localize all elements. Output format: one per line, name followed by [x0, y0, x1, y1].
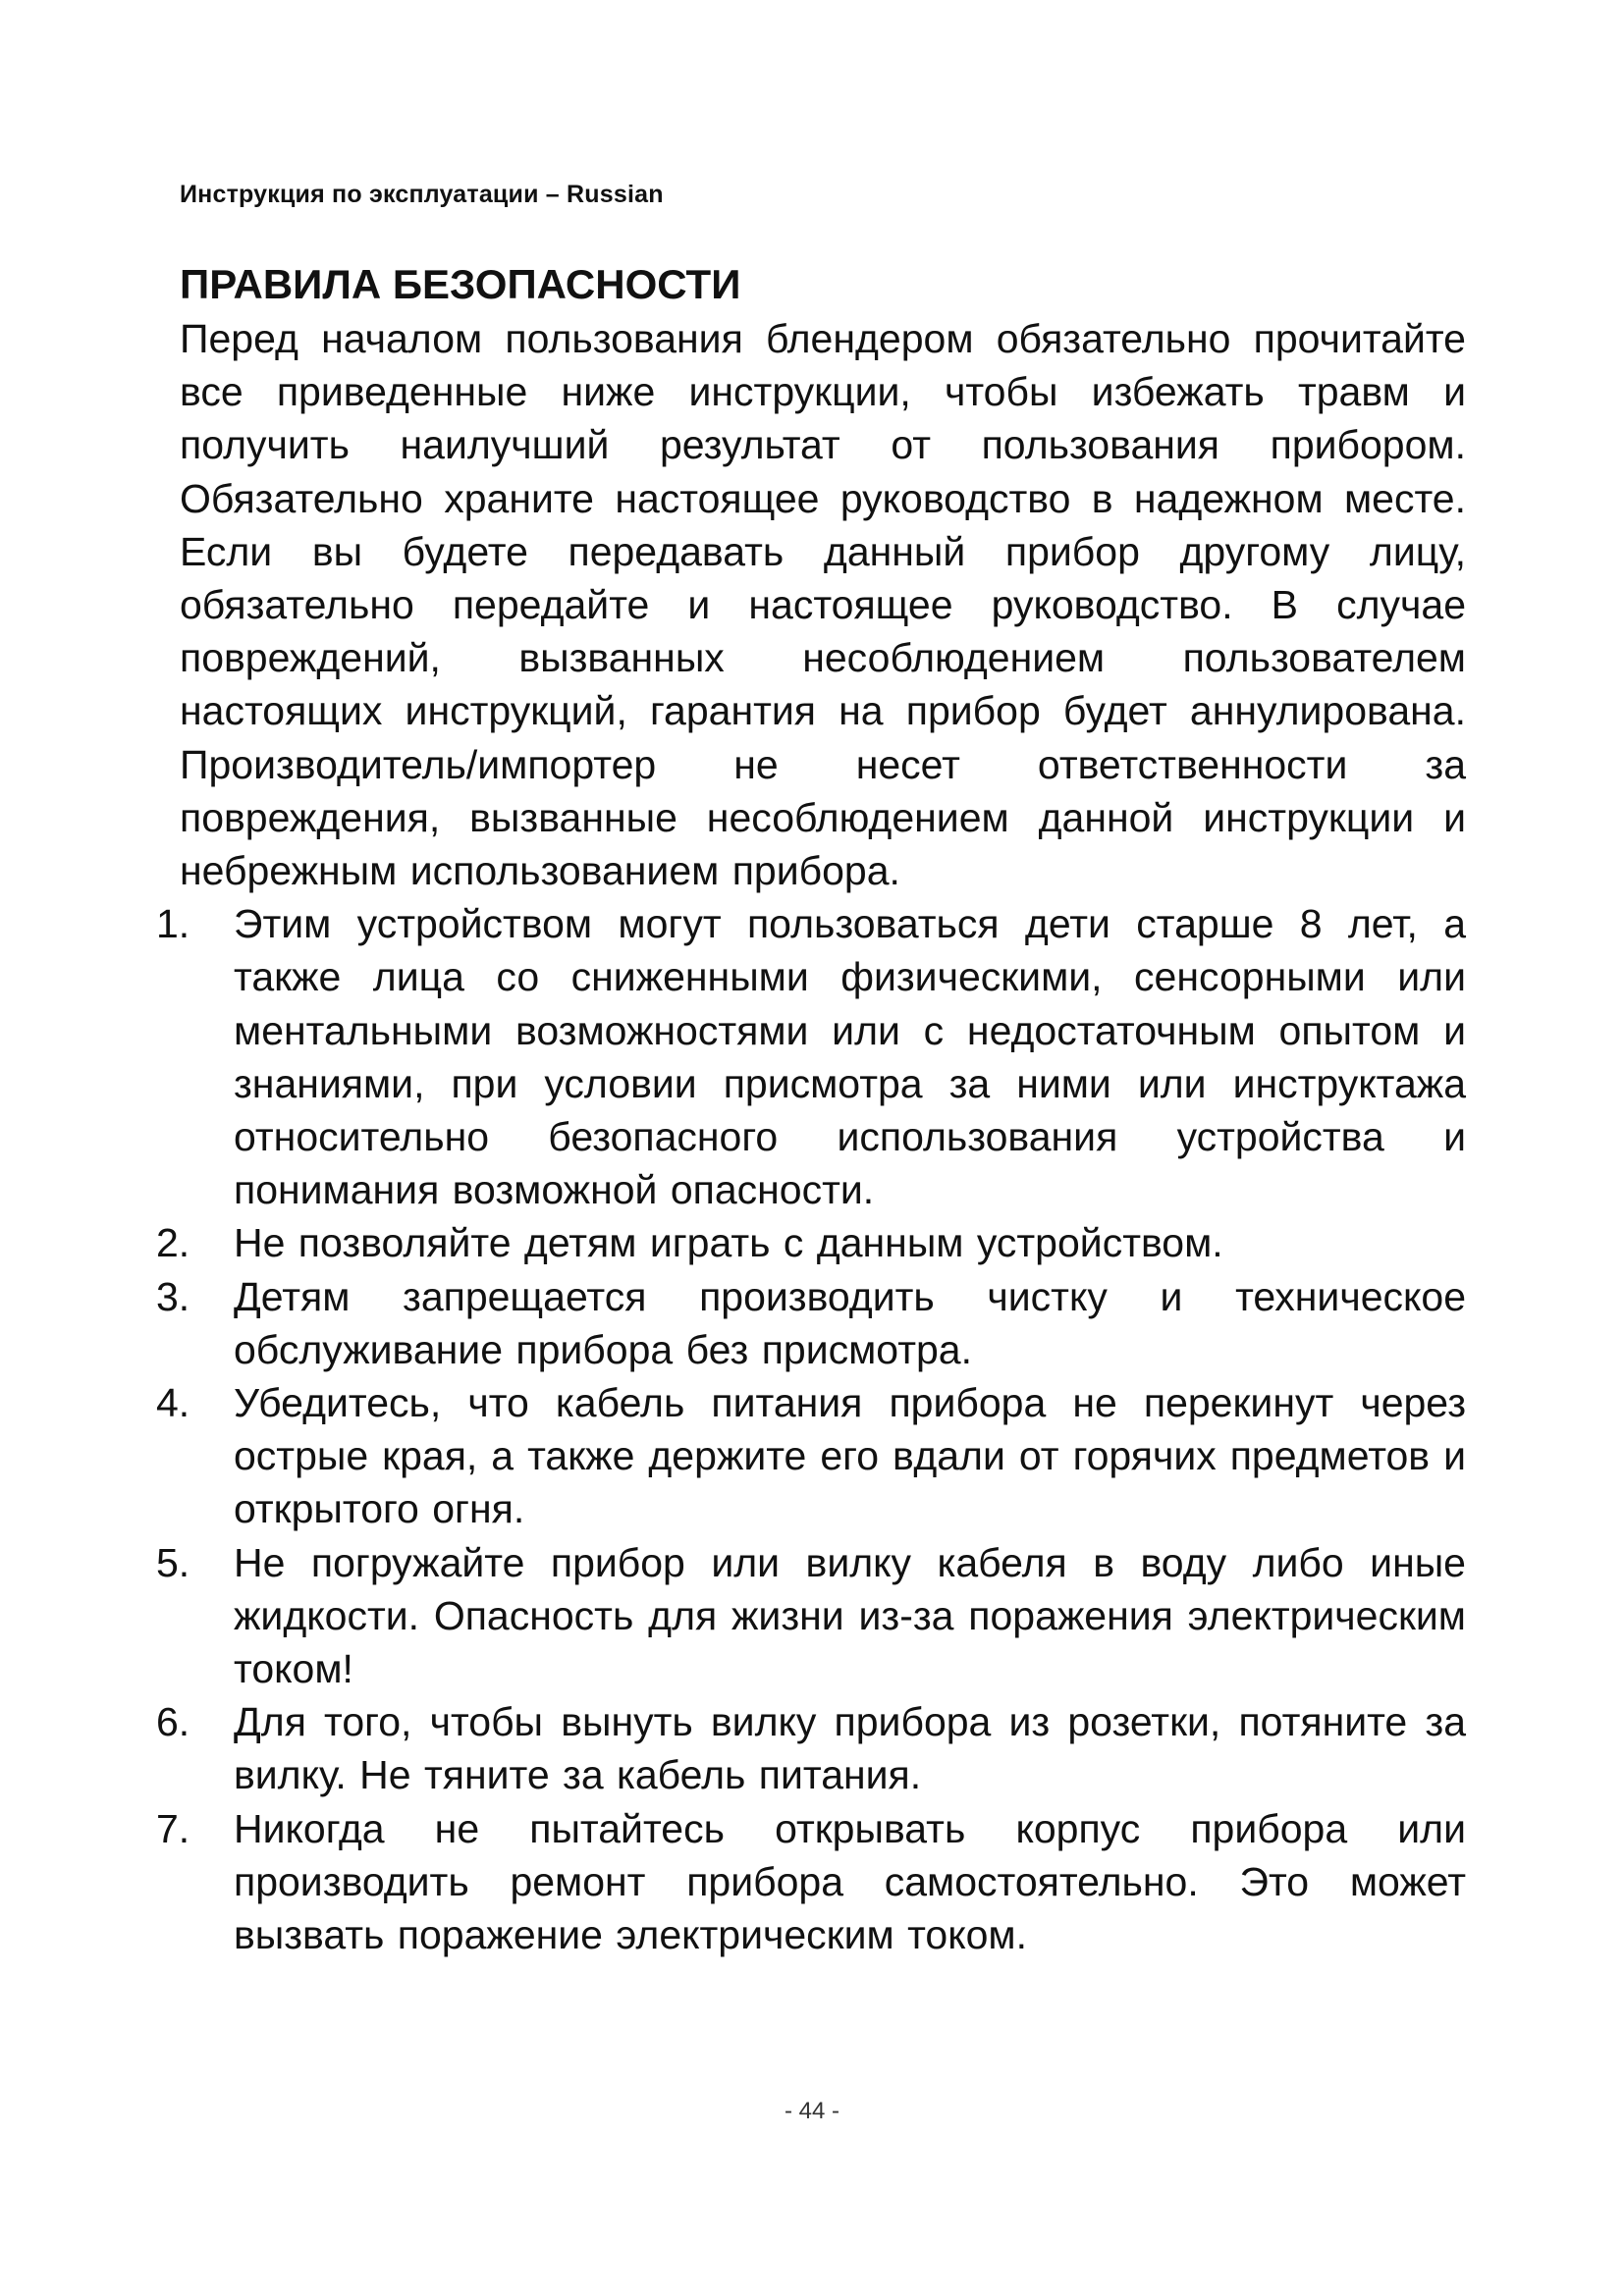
list-item-number: 2. — [156, 1220, 190, 1266]
intro-paragraph: Перед началом пользования блендером обязательно прочитайте все приведенные ниже инструкции, чтобы избежать травм и получить наилучший результат от пользования прибором. Обязательно храните настоящее руководство в надежном месте. Если вы будете передавать данный прибор другому лицу, обязательно передайте и настоящее руководство. В случае повреждений, вызванных несоблюдением пользователем настоящих инструкций, гарантия на прибор будет аннулирована. Производитель/импортер не несет ответственности за повреждения, вызванные несоблюдением данной инструкции и небрежным использованием прибора. — [180, 316, 1466, 894]
list-item-text: Этим устройством могут пользоваться дети старше 8 лет, а также лица со сниженными физическими, сенсорными или ментальными возможностями или с недостаточным опытом и знаниями, при условии присмотра за ними или инструктажа относительно безопасного использования устройства и понимания возможной опасности. — [234, 901, 1466, 1213]
list-item-text: Никогда не пытайтесь открывать корпус прибора или производить ремонт прибора самостоятельно. Это может вызвать поражение электрическим током. — [234, 1805, 1466, 1958]
list-item-text: Не позволяйте детям играть с данным устройством. — [234, 1220, 1223, 1266]
page-number: - 44 - — [784, 2098, 839, 2124]
section-title: ПРАВИЛА БЕЗОПАСНОСТИ — [180, 261, 741, 307]
list-item-number: 3. — [156, 1273, 190, 1319]
list-item — [156, 1695, 1466, 1801]
list-item-text: Для того, чтобы вынуть вилку прибора из розетки, потяните за вилку. Не тяните за кабель питания. — [234, 1699, 1466, 1798]
list-item — [156, 1802, 1466, 1962]
list-item — [156, 1270, 1466, 1376]
list-item — [156, 897, 1466, 1216]
list-item — [156, 1536, 1466, 1696]
list-item-text: Детям запрещается производить чистку и техническое обслуживание прибора без присмотра. — [234, 1273, 1466, 1372]
safety-rules-list — [156, 897, 1466, 1961]
list-item-number: 5. — [156, 1539, 190, 1585]
list-item-text: Убедитесь, что кабель питания прибора не перекинут через острые края, а также держите его вдали от горячих предметов и открытого огня. — [234, 1380, 1466, 1532]
safety-section — [156, 257, 1466, 1961]
list-item-number: 1. — [156, 901, 190, 947]
list-item-number: 7. — [156, 1805, 190, 1851]
list-item — [156, 1216, 1466, 1269]
running-header: Инструкция по эксплуатации – Russian — [180, 181, 664, 208]
list-item-number: 4. — [156, 1380, 190, 1426]
list-item-text: Не погружайте прибор или вилку кабеля в воду либо иные жидкости. Опасность для жизни из-за поражения электрическим током! — [234, 1539, 1466, 1692]
list-item — [156, 1376, 1466, 1536]
list-item-number: 6. — [156, 1699, 190, 1745]
